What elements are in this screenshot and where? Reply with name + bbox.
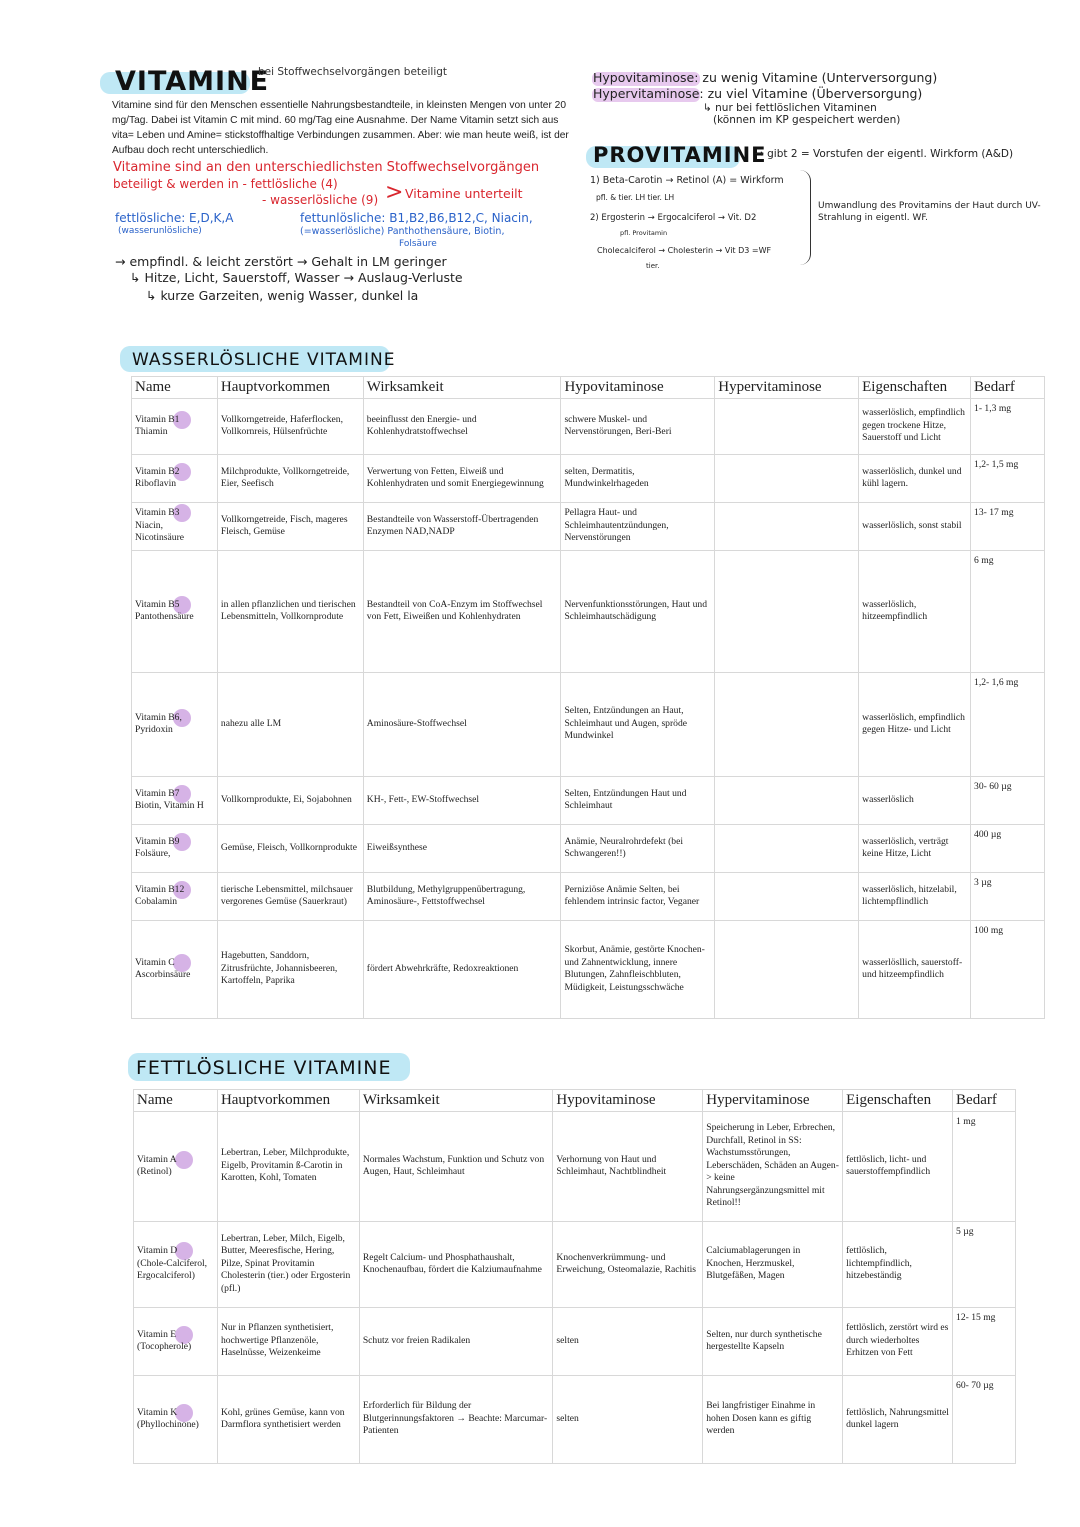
fett-table [133, 1089, 1016, 1464]
provitamine-title: PROVITAMINE [593, 143, 767, 167]
vitamin-name-cell [132, 872, 218, 920]
wirksamkeit-cell: Eiweißsynthese [363, 824, 561, 872]
col-header: Name [132, 377, 218, 399]
table-row [134, 1307, 1016, 1375]
hypo-line-4: (können im KP gespeichert werden) [713, 114, 901, 126]
hauptvorkommen-cell: Vollkorngetreide, Haferflocken, Vollkornreis, Hülsenfrüchte [217, 398, 363, 454]
col-header: Wirksamkeit [363, 377, 561, 399]
vitamin-chemical-name: Cobalamin [135, 896, 178, 907]
vitamin-label: Vitamin B7 [135, 787, 180, 799]
vitamin-chemical-name: Niacin, Nicotinsäure [135, 519, 185, 544]
vitamin-name [135, 957, 214, 982]
hypo-line-3: ↳ nur bei fettlöslichen Vitaminen [703, 102, 877, 114]
table-row [132, 398, 1045, 454]
hypo-def: zu wenig Vitamine (Unterversorgung) [698, 70, 938, 85]
brace-icon-large [800, 170, 811, 265]
hypervitaminose-cell [715, 776, 859, 824]
vitamin-name [135, 466, 214, 491]
vitamin-name-cell [132, 672, 218, 776]
col-header: Bedarf [971, 377, 1045, 399]
hypervitaminose-cell: Bei langfristiger Einahme in hohen Dosen kann es giftig werden [703, 1375, 843, 1463]
hypervitaminose-cell: Selten, nur durch synthetische hergestellte Kapseln [703, 1307, 843, 1375]
hypovitaminose-cell: Selten, Entzündungen an Haut, Schleimhaut und Augen, spröde Mundwinkel [561, 672, 715, 776]
vitamin-name [137, 1407, 214, 1432]
fett-header-row [134, 1090, 1016, 1112]
note-red-3: - wasserlösliche (9) [262, 193, 379, 207]
vitamin-chemical-name: Riboflavin [135, 478, 177, 489]
hypervitaminose-cell [715, 502, 859, 550]
vitamin-name-cell [132, 776, 218, 824]
table-row [134, 1111, 1016, 1221]
vitamin-name [137, 1154, 214, 1179]
eigenschaften-cell: wasserlöslich, dunkel und kühl lagern. [859, 454, 971, 502]
col-header: Hypervitaminose [715, 377, 859, 399]
eigenschaften-cell: fettlöslich, zerstört wird es durch wiederholtes Erhitzen von Fett [843, 1307, 953, 1375]
bedarf-cell: 60- 70 µg [953, 1375, 1016, 1463]
wirksamkeit-cell: fördert Abwehrkräfte, Redoxreaktionen [363, 920, 561, 1018]
hauptvorkommen-cell: in allen pflanzlichen und tierischen Lebensmitteln, Vollkornprodute [217, 550, 363, 672]
title-note: bei Stoffwechselvorgängen beteiligt [258, 66, 448, 78]
hypo-line-2 [593, 86, 922, 101]
bedarf-cell: 1,2- 1,6 mg [971, 672, 1045, 776]
eigenschaften-cell: wasserlöslich [859, 776, 971, 824]
intro-text: Vitamine sind für den Menschen essentielle Nahrungsbestandteile, in kleinsten Mengen von unter 20 mg/Tag. Dabei ist Vitamin C mit mind. 60 mg/Tag eine Ausnahme. Der Name Vitamin setzt sich aus vita= Leben und Amine= stickstoffhaltige Verbindungen zusammen. Aber: wie man heute weiß, ist der Aufbau doch recht unterschiedlich. [112, 100, 569, 156]
hypovitaminose-cell: selten [553, 1307, 703, 1375]
col-header: Hypovitaminose [553, 1090, 703, 1112]
col-header: Hauptvorkommen [217, 1090, 359, 1112]
wirksamkeit-cell: KH-, Fett-, EW-Stoffwechsel [363, 776, 561, 824]
wirksamkeit-cell: Regelt Calcium- und Phosphathaushalt, Knochenaufbau, fördert die Kalziumaufnahme [359, 1221, 553, 1307]
wirksamkeit-cell: Bestandteile von Wasserstoff-Übertragenden Enzymen NAD,NADP [363, 502, 561, 550]
hypovitaminose-cell: Perniziöse Anämie Selten, bei fehlendem intrinsic factor, Veganer [561, 872, 715, 920]
hauptvorkommen-cell: Gemüse, Fleisch, Vollkornprodukte [217, 824, 363, 872]
vitamin-chemical-name: (Phyllochinone) [137, 1419, 199, 1430]
vitamin-label: Vitamin B6, [135, 711, 182, 723]
hypervitaminose-cell: Calciumablagerungen in Knochen, Herzmuskel, Blutgefäßen, Magen [703, 1221, 843, 1307]
hauptvorkommen-cell: Lebertran, Leber, Milchprodukte, Eigelb, Provitamin ß-Carotin in Karotten, Kohl, Tomaten [217, 1111, 359, 1221]
table-row [132, 824, 1045, 872]
table-row [132, 872, 1045, 920]
provitamine-1-sub: pfl. & tier. LH tier. LH [596, 193, 675, 202]
hypovitaminose-cell: selten, Dermatitis, Mundwinkelrhageden [561, 454, 715, 502]
vitamin-label: Vitamin C [135, 956, 175, 968]
vitamin-chemical-name: Ascorbinsäure [135, 969, 191, 980]
vitamin-name-cell [132, 398, 218, 454]
provitamine-2-sub: pfl. Provitamin [620, 229, 668, 237]
provitamine-note: → gibt 2 = Vorstufen der eigentl. Wirkform (A&D) [755, 148, 1014, 160]
vitamin-name-cell [132, 920, 218, 1018]
note-red-1: Vitamine sind an den unterschiedlichsten Stoffwechselvorgängen [113, 160, 540, 175]
vitamin-name [137, 1245, 214, 1283]
table-row [132, 502, 1045, 550]
bedarf-cell: 12- 15 mg [953, 1307, 1016, 1375]
bedarf-cell: 3 µg [971, 872, 1045, 920]
hyper-term: Hypervitaminose: [593, 86, 704, 101]
note-red-2: beteiligt & werden in - fettlösliche (4) [113, 177, 338, 191]
hauptvorkommen-cell: Vollkornprodukte, Ei, Sojabohnen [217, 776, 363, 824]
note-arrow-2: ↳ Hitze, Licht, Sauerstoff, Wasser → Auslaug-Verluste [130, 270, 463, 285]
provitamine-1: 1) Beta-Carotin → Retinol (A) = Wirkform [590, 175, 784, 186]
vitamin-chemical-name: (Tocopherole) [137, 1341, 192, 1352]
hypervitaminose-cell [715, 920, 859, 1018]
hauptvorkommen-cell: Hagebutten, Sanddorn, Zitrusfrüchte, Johannisbeeren, Kartoffeln, Paprika [217, 920, 363, 1018]
wirksamkeit-cell: Schutz vor freien Radikalen [359, 1307, 553, 1375]
vitamin-label: Vitamin K [137, 1406, 178, 1418]
wasser-table [131, 376, 1045, 1019]
table-row [132, 550, 1045, 672]
bedarf-cell: 6 mg [971, 550, 1045, 672]
note-fettloesliche: fettlösliche: E,D,K,A [115, 211, 234, 225]
vitamin-label: Vitamin B3 [135, 507, 180, 519]
wirksamkeit-cell: Erforderlich für Bildung der Blutgerinnungsfaktoren → Beachte: Marcumar-Patienten [359, 1375, 553, 1463]
col-header: Hypovitaminose [561, 377, 715, 399]
eigenschaften-cell: wasserlöslich, hitzeempfindlich [859, 550, 971, 672]
wasser-header-row [132, 377, 1045, 399]
vitamin-chemical-name: (Chole-Calciferol, Ergocalciferol) [137, 1257, 208, 1282]
hypovitaminose-cell: Knochenverkrümmung- und Erweichung, Osteomalazie, Rachitis [553, 1221, 703, 1307]
vitamin-name-cell [132, 502, 218, 550]
vitamin-name-cell [132, 824, 218, 872]
wirksamkeit-cell: Aminosäure-Stoffwechsel [363, 672, 561, 776]
vitamin-chemical-name: Thiamin [135, 426, 168, 437]
provitamine-3: Cholecalciferol → Cholesterin → Vit D3 =WF [597, 246, 772, 255]
table-row [132, 920, 1045, 1018]
vitamin-label: Vitamin A [137, 1153, 177, 1165]
hauptvorkommen-cell: Milchprodukte, Vollkorngetreide, Eier, Seefisch [217, 454, 363, 502]
hauptvorkommen-cell: nahezu alle LM [217, 672, 363, 776]
vitamin-name [135, 836, 214, 861]
table-row [132, 776, 1045, 824]
table-row [132, 454, 1045, 502]
vitamin-label: Vitamin D [137, 1245, 178, 1257]
fett-section-title: FETTLÖSLICHE VITAMINE [136, 1057, 392, 1079]
hauptvorkommen-cell: Kohl, grünes Gemüse, kann von Darmflora synthetisiert werden [217, 1375, 359, 1463]
vitamin-name-cell [134, 1111, 218, 1221]
vitamin-name [137, 1329, 214, 1354]
vitamin-name [135, 788, 214, 813]
note-fettunloesliche: fettunlösliche: B1,B2,B6,B12,C, Niacin, [300, 211, 533, 225]
vitamin-chemical-name: Pyridoxin [135, 724, 173, 735]
hypovitaminose-cell: selten [553, 1375, 703, 1463]
note-red-4: Vitamine unterteilt [405, 186, 523, 201]
vitamin-name-cell [134, 1307, 218, 1375]
note-arrow-1: → empfindl. & leicht zerstört → Gehalt in LM geringer [115, 254, 447, 269]
hypovitaminose-cell: Anämie, Neuralrohrdefekt (bei Schwangeren!!) [561, 824, 715, 872]
hypovitaminose-cell: Nervenfunktionsstörungen, Haut und Schleimhautschädigung [561, 550, 715, 672]
bedarf-cell: 1,2- 1,5 mg [971, 454, 1045, 502]
hypo-line-1 [593, 70, 937, 85]
brace-icon: > [385, 180, 404, 205]
col-header: Name [134, 1090, 218, 1112]
eigenschaften-cell: wasserlöslich, empfindlich gegen Hitze- und Licht [859, 672, 971, 776]
provitamine-2: 2) Ergosterin → Ergocalciferol → Vit. D2 [590, 213, 757, 223]
provitamine-umwandlung: Umwandlung des Provitamins der Haut durch UV-Strahlung in eigentl. WF. [818, 201, 1041, 223]
col-header: Hypervitaminose [703, 1090, 843, 1112]
col-header: Eigenschaften [859, 377, 971, 399]
wirksamkeit-cell: beeinflusst den Energie- und Kohlenhydratstoffwechsel [363, 398, 561, 454]
hypo-term: Hypovitaminose: [593, 70, 699, 85]
wasser-section-title: WASSERLÖSLICHE VITAMINE [132, 350, 396, 370]
hypovitaminose-cell: Selten, Entzündungen Haut und Schleimhaut [561, 776, 715, 824]
table-row [134, 1221, 1016, 1307]
col-header: Bedarf [953, 1090, 1016, 1112]
hauptvorkommen-cell: tierische Lebensmittel, milchsauer vergorenes Gemüse (Sauerkraut) [217, 872, 363, 920]
vitamin-chemical-name: Biotin, Vitamin H [135, 800, 204, 811]
vitamin-name [135, 712, 214, 737]
vitamin-name [135, 599, 214, 624]
hypovitaminose-cell: Pellagra Haut- und Schleimhautentzündungen, Nervenstörungen [561, 502, 715, 550]
vitamin-label: Vitamin B1 [135, 413, 180, 425]
bedarf-cell: 1- 1,3 mg [971, 398, 1045, 454]
vitamin-name-cell [134, 1221, 218, 1307]
eigenschaften-cell: wasserlöslich, empfindlich gegen trockene Hitze, Sauerstoff und Licht [859, 398, 971, 454]
vitamin-label: Vitamin B12 [135, 883, 185, 895]
hypervitaminose-cell [715, 454, 859, 502]
hauptvorkommen-cell: Lebertran, Leber, Milch, Eigelb, Butter, Meeresfische, Hering, Pilze, Spinat Provitamin Cholesterin (tier.) oder Ergosterin (pfl.) [217, 1221, 359, 1307]
vitamin-name-cell [132, 454, 218, 502]
note-arrow-3: ↳ kurze Garzeiten, wenig Wasser, dunkel la [146, 288, 419, 303]
vitamin-name [135, 884, 214, 909]
bedarf-cell: 400 µg [971, 824, 1045, 872]
wirksamkeit-cell: Bestandteil von CoA-Enzym im Stoffwechsel von Fett, Eiweißen und Kohlenhydraten [363, 550, 561, 672]
hauptvorkommen-cell: Nur in Pflanzen synthetisiert, hochwertige Pflanzenöle, Haselnüsse, Weizenkeime [217, 1307, 359, 1375]
vitamin-chemical-name: Pantothensäure [135, 611, 194, 622]
hypervitaminose-cell [715, 550, 859, 672]
eigenschaften-cell: wasserlöslich, hitzelabil, lichtempflindlich [859, 872, 971, 920]
wirksamkeit-cell: Verwertung von Fetten, Eiweiß und Kohlenhydraten und somit Energiegewinnung [363, 454, 561, 502]
eigenschaften-cell: wasserlöslich, verträgt keine Hitze, Licht [859, 824, 971, 872]
bedarf-cell: 30- 60 µg [971, 776, 1045, 824]
vitamin-chemical-name: (Retinol) [137, 1166, 172, 1177]
note-folsaeure: Folsäure [399, 239, 437, 249]
table-row [134, 1375, 1016, 1463]
hauptvorkommen-cell: Vollkorngetreide, Fisch, mageres Fleisch, Gemüse [217, 502, 363, 550]
table-row [132, 672, 1045, 776]
hypervitaminose-cell: Speicherung in Leber, Erbrechen, Durchfall, Retinol in SS: Wachstumsstörungen, Leberschäden, Schäden an Augen-> keine Nahrungsergänzungsmittel mit Retinol!! [703, 1111, 843, 1221]
highlight-dot-icon [175, 1151, 193, 1169]
bedarf-cell: 1 mg [953, 1111, 1016, 1221]
page-title: VITAMINE [115, 66, 270, 97]
hyper-def: zu viel Vitamine (Überversorgung) [703, 86, 923, 101]
vitamin-label: Vitamin E [137, 1328, 177, 1340]
hypovitaminose-cell: Verhornung von Haut und Schleimhaut, Nachtblindheit [553, 1111, 703, 1221]
eigenschaften-cell: wasserlöslich, sonst stabil [859, 502, 971, 550]
bedarf-cell: 100 mg [971, 920, 1045, 1018]
vitamin-name-cell [132, 550, 218, 672]
eigenschaften-cell: fettlöslich, Nahrungsmittel dunkel lagern [843, 1375, 953, 1463]
bedarf-cell: 13- 17 mg [971, 502, 1045, 550]
vitamin-label: Vitamin B9 [135, 835, 180, 847]
col-header: Wirksamkeit [359, 1090, 553, 1112]
vitamin-name [135, 414, 214, 439]
note-fettunloesliche-sub: (=wasserlösliche) Panthothensäure, Biotin, [300, 226, 505, 237]
vitamin-label: Vitamin B2 [135, 465, 180, 477]
hypovitaminose-cell: schwere Muskel- und Nervenstörungen, Beri-Beri [561, 398, 715, 454]
note-fettloesliche-sub: (wasserunlösliche) [118, 226, 202, 236]
col-header: Eigenschaften [843, 1090, 953, 1112]
vitamin-name-cell [134, 1375, 218, 1463]
vitamin-chemical-name: Folsäure, [135, 848, 171, 859]
eigenschaften-cell: fettlöslich, lichtempfindlich, hitzebeständig [843, 1221, 953, 1307]
eigenschaften-cell: wasserlösllich, sauerstoff- und hitzeempfindlich [859, 920, 971, 1018]
bedarf-cell: 5 µg [953, 1221, 1016, 1307]
vitamin-name [135, 507, 214, 545]
hypervitaminose-cell [715, 398, 859, 454]
wirksamkeit-cell: Normales Wachstum, Funktion und Schutz von Augen, Haut, Schleimhaut [359, 1111, 553, 1221]
hypervitaminose-cell [715, 872, 859, 920]
eigenschaften-cell: fettlöslich, licht- und sauerstoffempfindlich [843, 1111, 953, 1221]
hypervitaminose-cell [715, 672, 859, 776]
wirksamkeit-cell: Blutbildung, Methylgruppenübertragung, Aminosäure-, Fettstoffwechsel [363, 872, 561, 920]
hypervitaminose-cell [715, 824, 859, 872]
col-header: Hauptvorkommen [217, 377, 363, 399]
hypovitaminose-cell: Skorbut, Anämie, gestörte Knochen- und Zahnentwicklung, innere Blutungen, Zahnfleischbluten, Müdigkeit, Leistungsschwäche [561, 920, 715, 1018]
vitamin-label: Vitamin B5 [135, 598, 180, 610]
provitamine-3-sub: tier. [646, 262, 660, 270]
